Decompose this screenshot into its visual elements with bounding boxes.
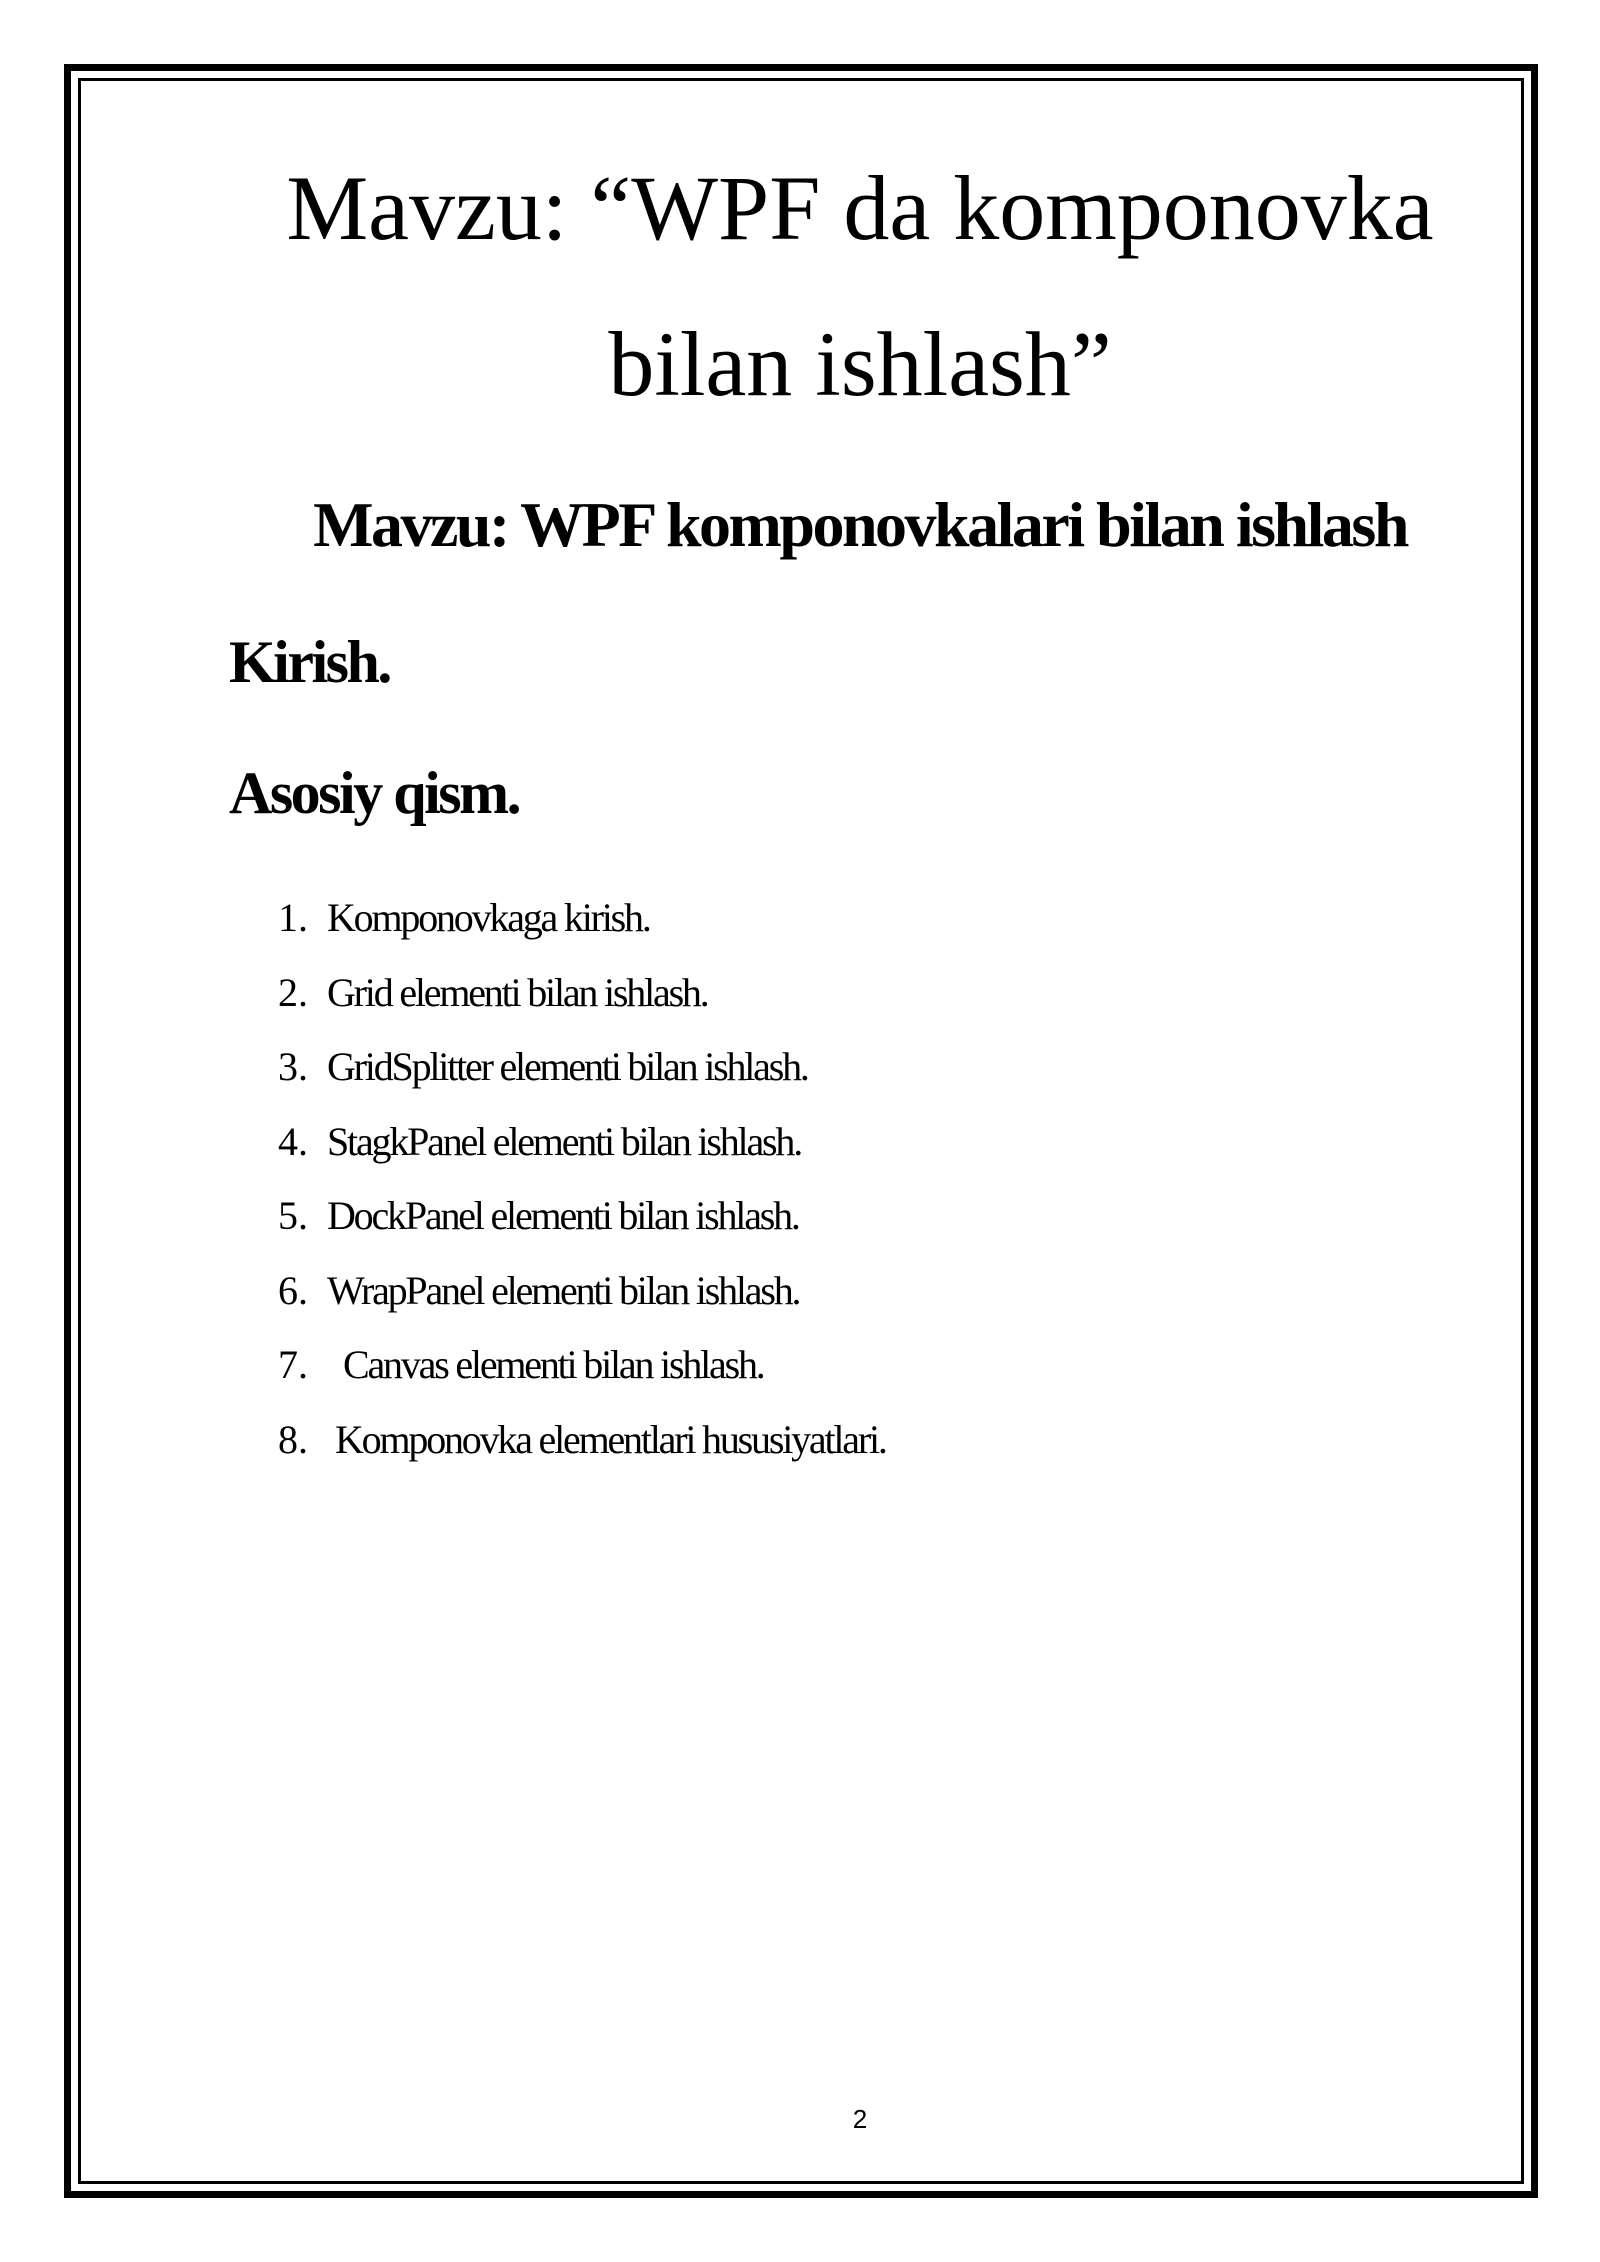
outline-item-text: GridSplitter elementi bilan ishlash. [327, 1044, 808, 1089]
outline-item-text: WrapPanel elementi bilan ishlash. [327, 1268, 800, 1313]
outline-item-number: 6. [278, 1268, 308, 1313]
intro-heading: Kirish. [229, 629, 390, 695]
outline-item-number: 3. [278, 1044, 308, 1089]
page-subtitle: Mavzu: WPF komponovkalari bilan ishlash [313, 489, 1407, 560]
outline-item-number: 1. [278, 895, 308, 940]
main-part-heading: Asosiy qism. [229, 760, 520, 826]
outline-item-number: 2. [278, 970, 308, 1015]
outline-item-number: 7. [278, 1342, 308, 1387]
outline-item-text: Canvas elementi bilan ishlash. [343, 1342, 764, 1387]
outline-item-number: 5. [278, 1193, 308, 1238]
outline-item-text: StagkPanel elementi bilan ishlash. [327, 1119, 801, 1164]
page-number: 2 [852, 2104, 868, 2134]
page-title-line-1: Mavzu: “WPF da komponovka [286, 157, 1434, 259]
outline-item-text: Komponovkaga kirish. [327, 895, 650, 940]
outline-item-number: 8. [278, 1417, 308, 1462]
outline-item-text: Komponovka elementlari hususiyatlari. [335, 1417, 886, 1462]
page-title-line-2: bilan ishlash” [608, 313, 1112, 415]
outline-item-number: 4. [278, 1119, 308, 1164]
outline-item-text: DockPanel elementi bilan ishlash. [327, 1193, 799, 1238]
outline-item-text: Grid elementi bilan ishlash. [327, 970, 708, 1015]
